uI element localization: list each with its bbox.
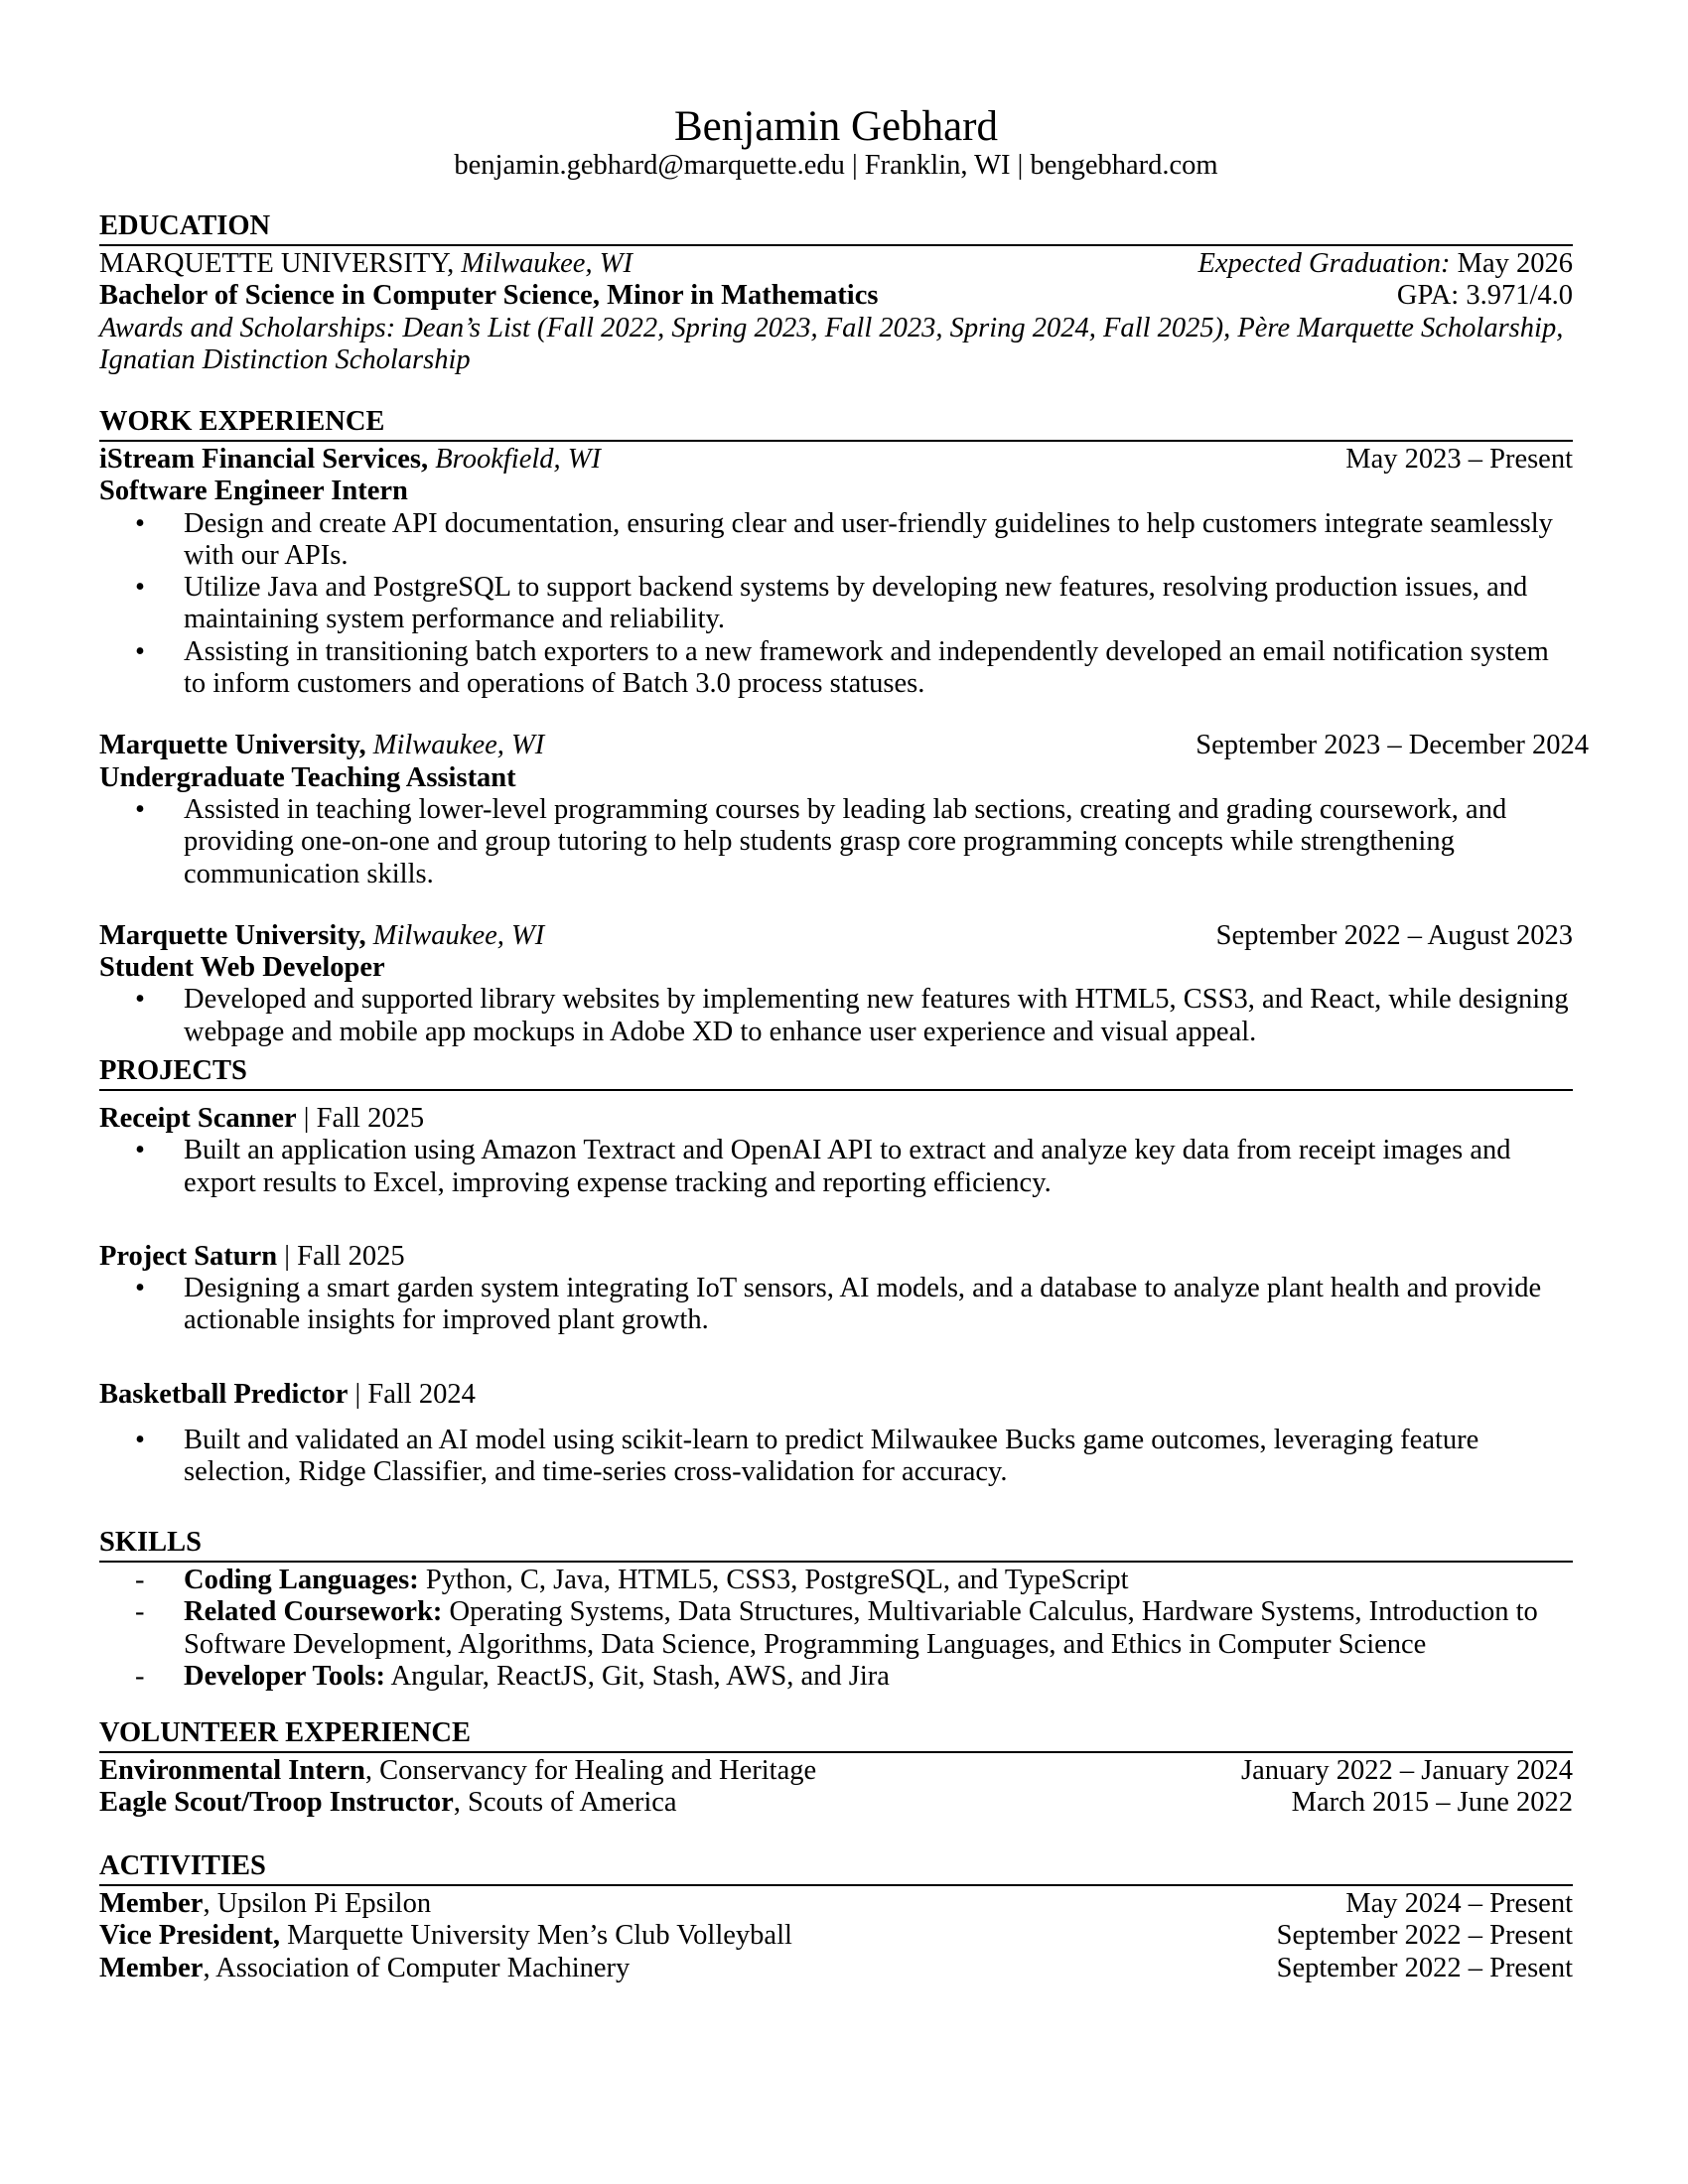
job-dates: May 2023 – Present [1345, 444, 1573, 475]
skill-item: - Related Coursework: Operating Systems, Data Structures, Multivariable Calculus, Hardware Systems, Introduction to Software Development, Algorithms, Data Science, Programming Languages, and Ethics in Computer Science [135, 1596, 1538, 1660]
bullet-item: • Developed and supported library websites by implementing new features with HTML5, CSS3, and React, while designing webpage and mobile app mockups in Adobe XD to enhance user experience and visual appeal. [135, 984, 1569, 1047]
activity-item: Vice President, Marquette University Men’s Club Volleyball September 2022 – Present [99, 1920, 1573, 1952]
activity-item: Member, Upsilon Pi Epsilon May 2024 – Present [99, 1888, 1573, 1919]
bullet-icon: • [135, 1273, 145, 1304]
section-heading: SKILLS [99, 1527, 1573, 1563]
bullet-icon: • [135, 1135, 145, 1166]
job-org: Marquette University, [99, 730, 366, 761]
job-dates: September 2023 – December 2024 [1196, 730, 1589, 761]
grad-label: Expected Graduation: [1197, 248, 1451, 279]
project-entry [99, 1241, 1573, 1337]
bullet-icon: • [135, 635, 145, 667]
job-dates: September 2022 – August 2023 [1215, 919, 1573, 951]
bullet-icon: • [135, 793, 145, 825]
bullet-item: • Assisted in teaching lower-level programming courses by leading lab sections, creating and grading coursework, and providing one-on-one and group tutoring to help students grasp core programming concepts while strengthening communication skills. [135, 793, 1507, 889]
bullet-item: • Designing a smart garden system integrating IoT sensors, AI models, and a database to analyze plant health and provide actionable insights for improved plant growth. [135, 1273, 1542, 1336]
bullet-item: • Design and create API documentation, ensuring clear and user-friendly guidelines to help customers integrate seamlessly with our APIs. [135, 507, 1553, 571]
job-entry [99, 444, 1573, 700]
job-org: iStream Financial Services, [99, 444, 429, 475]
candidate-name: Benjamin Gebhard [674, 103, 998, 150]
section-heading: EDUCATION [99, 210, 1573, 246]
activities-section [99, 1850, 1573, 1984]
project-term: | Fall 2024 [348, 1378, 476, 1410]
section-heading: WORK EXPERIENCE [99, 406, 1573, 442]
project-entry [99, 1103, 1573, 1199]
education-section [99, 210, 1573, 376]
skill-item: - Developer Tools: Angular, ReactJS, Git, Stash, AWS, and Jira [135, 1660, 890, 1692]
project-name: Project Saturn [99, 1240, 278, 1272]
project-term: | Fall 2025 [296, 1103, 425, 1134]
gpa: GPA: 3.971/4.0 [1396, 280, 1573, 312]
awards: Awards and Scholarships: Dean’s List (Fall 2022, Spring 2023, Fall 2023, Spring 2024, Fall 2025), Père Marquette Scholarship, Ignatian Distinction Scholarship [99, 312, 1564, 375]
job-entry [99, 730, 1589, 889]
bullet-icon: • [135, 507, 145, 539]
job-location: Milwaukee, WI [372, 919, 545, 951]
school-location: Milwaukee, WI [461, 248, 633, 279]
job-location: Brookfield, WI [435, 444, 601, 475]
section-heading: ACTIVITIES [99, 1850, 1573, 1886]
job-title: Student Web Developer [99, 952, 385, 984]
volunteer-item: Environmental Intern, Conservancy for Healing and Heritage January 2022 – January 2024 [99, 1755, 1573, 1786]
section-heading: VOLUNTEER EXPERIENCE [99, 1717, 1573, 1753]
school-line [99, 248, 1573, 280]
projects-section [99, 1055, 1573, 1489]
job-location: Milwaukee, WI [372, 730, 545, 761]
project-name: Basketball Predictor [99, 1378, 349, 1410]
job-title: Undergraduate Teaching Assistant [99, 761, 516, 793]
job-title: Software Engineer Intern [99, 476, 408, 507]
bullet-item: • Built an application using Amazon Textract and OpenAI API to extract and analyze key data from receipt images and export results to Excel, improving expense tracking and reporting efficiency. [135, 1135, 1511, 1198]
bullet-icon: • [135, 1425, 145, 1456]
bullet-icon: • [135, 984, 145, 1016]
degree-line [99, 280, 1573, 312]
volunteer-section [99, 1717, 1573, 1820]
skill-item: - Coding Languages: Python, C, Java, HTML5, CSS3, PostgreSQL, and TypeScript [135, 1565, 1129, 1595]
project-term: | Fall 2025 [277, 1240, 405, 1272]
job-org: Marquette University, [99, 919, 366, 951]
school-name: MARQUETTE UNIVERSITY, [99, 248, 455, 279]
bullet-item: • Built and validated an AI model using scikit-learn to predict Milwaukee Bucks game outcomes, leveraging feature selection, Ridge Classifier, and time-series cross-validation for accuracy. [135, 1425, 1479, 1488]
degree: Bachelor of Science in Computer Science, Minor in Mathematics [99, 280, 879, 312]
project-name: Receipt Scanner [99, 1103, 297, 1134]
grad-date: May 2026 [1457, 248, 1573, 279]
activity-item: Member, Association of Computer Machinery September 2022 – Present [99, 1952, 1573, 1983]
contact-line: benjamin.gebhard@marquette.edu | Franklin, WI | bengebhard.com [454, 150, 1218, 181]
skills-section [99, 1527, 1573, 1693]
job-entry [99, 920, 1573, 1048]
bullet-item: • Assisting in transitioning batch exporters to a new framework and independently developed an email notification system to inform customers and operations of Batch 3.0 process statuses. [135, 635, 1549, 700]
bullet-item: • Utilize Java and PostgreSQL to support backend systems by developing new features, resolving production issues, and maintaining system performance and reliability. [135, 572, 1528, 635]
volunteer-item: Eagle Scout/Troop Instructor, Scouts of America March 2015 – June 2022 [99, 1787, 1573, 1819]
section-heading: PROJECTS [99, 1055, 1573, 1091]
work-section [99, 406, 1589, 1048]
project-entry [99, 1379, 1573, 1489]
bullet-icon: • [135, 572, 145, 604]
